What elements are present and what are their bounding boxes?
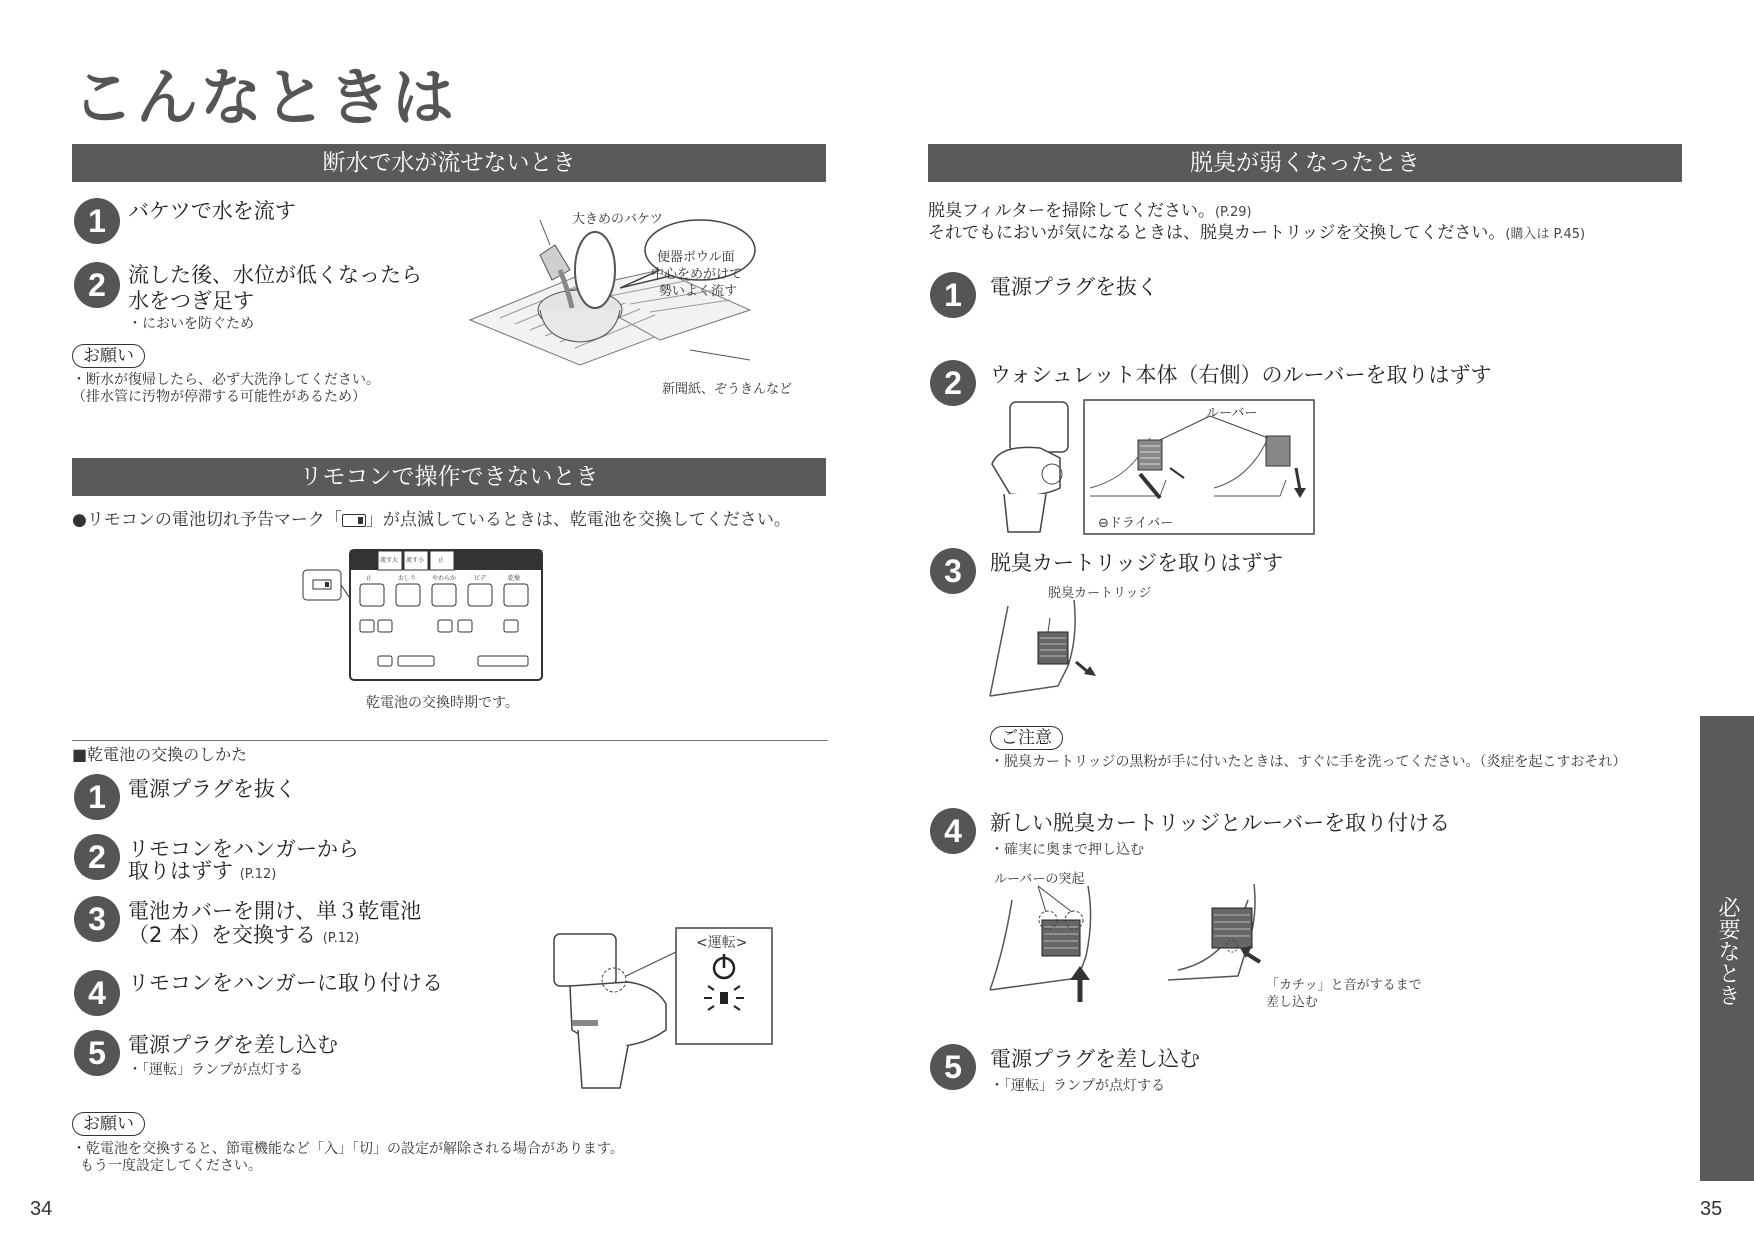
- battery-step-number-1: 1: [74, 774, 120, 820]
- deo-step5-note: ・「運転」ランプが点灯する: [990, 1078, 1165, 1094]
- caution-text-line2: （排水管に汚物が停滞する可能性があるため）: [72, 389, 366, 405]
- bubble-line3: 勢いよく流す: [659, 284, 738, 299]
- deo-step-number-2: 2: [930, 360, 976, 406]
- battery-step1: 電源プラグを抜く: [128, 777, 296, 801]
- deo-step4: 新しい脱臭カートリッジとルーバーを取り付ける: [990, 811, 1451, 835]
- battery-step-number-3: 3: [74, 896, 120, 942]
- deo-step-number-3: 3: [930, 548, 976, 594]
- battery-step2-line1: リモコンをハンガーから: [128, 837, 359, 861]
- side-tab: 必要なとき: [1700, 716, 1754, 1181]
- page-number-right: 35: [1700, 1198, 1723, 1220]
- remote-label-yawaraka: やわらか: [432, 575, 457, 582]
- remote-top-btn3: 止: [438, 557, 445, 564]
- section-header-deodorizer: 脱臭が弱くなったとき: [928, 144, 1682, 182]
- remote-top-btn1: 流す大: [380, 557, 399, 564]
- deodorizer-intro2-text: それでもにおいが気になるときは、脱臭カートリッジを交換してください。: [928, 223, 1506, 243]
- label-bucket: 大きめのバケツ: [572, 212, 663, 227]
- section-header-remote: リモコンで操作できないとき: [72, 458, 826, 496]
- step-refill-line2: 水をつぎ足す: [128, 289, 254, 313]
- remote-intro-before: ●リモコンの電池切れ予告マーク「: [72, 510, 342, 530]
- deo-step2: ウォシュレット本体（右側）のルーバーを取りはずす: [990, 363, 1492, 387]
- remote-label-oshiri: おしり: [398, 575, 417, 582]
- deo-step5: 電源プラグを差し込む: [990, 1047, 1200, 1071]
- label-cartridge: 脱臭カートリッジ: [1048, 586, 1152, 601]
- battery-step3-text: （2 本）を交換する: [128, 923, 317, 947]
- remote-label-kanso: 乾燥: [508, 575, 521, 582]
- section-header-water-outage: 断水で水が流せないとき: [72, 144, 826, 182]
- label-driver: ⊖ドライバー: [1098, 516, 1174, 531]
- battery-step3-line2: [128, 922, 359, 952]
- remote-control-illustration: [298, 548, 548, 688]
- caution2-line1: ・乾電池を交換すると、節電機能など「入」「切」の設定が解除される場合があります。: [72, 1141, 624, 1157]
- deo-step-number-4: 4: [930, 808, 976, 854]
- step-refill-line1: 流した後、水位が低くなったら: [128, 263, 422, 287]
- battery-step-number-5: 5: [74, 1030, 120, 1076]
- battery-step2-line2: [128, 858, 276, 888]
- caution-text-line1: ・断水が復帰したら、必ず大洗浄してください。: [72, 372, 380, 388]
- deo-step-number-1: 1: [930, 272, 976, 318]
- cartridge-removal-illustration: [988, 596, 1128, 706]
- remote-top-btn2: 流す小: [406, 557, 425, 564]
- battery-step2-text: 取りはずす: [128, 859, 233, 883]
- caution-tag-3: ご注意: [990, 726, 1063, 750]
- battery-step-number-4: 4: [74, 970, 120, 1016]
- remote-intro-after: 」が点滅しているときは、乾電池を交換してください。: [365, 510, 791, 530]
- step-refill-note: ・においを防ぐため: [128, 316, 254, 332]
- deodorizer-intro2-ref: (購入は P.45): [1505, 227, 1586, 242]
- battery-step3-ref: (P.12): [322, 931, 360, 946]
- page-number-left: 34: [30, 1198, 53, 1220]
- deodorizer-intro1-text: 脱臭フィルターを掃除してください。: [928, 201, 1215, 221]
- battery-step2-ref: (P.12): [239, 867, 277, 882]
- deo-caution-line1: ・脱臭カートリッジの黒粉が手に付いたときは、すぐに手を洗ってください。（炎症を起こすおそれ）: [990, 754, 1627, 770]
- remote-label-stop: 止: [366, 575, 373, 582]
- remote-caption: 乾電池の交換時期です。: [366, 695, 519, 711]
- step-bucket: バケツで水を流す: [128, 199, 296, 223]
- label-louver: ルーバー: [1206, 406, 1258, 421]
- label-click-line1: 「カチッ」と音がするまで: [1266, 978, 1422, 993]
- caution-tag: お願い: [72, 344, 145, 368]
- bucket-toilet-illustration: [460, 200, 800, 400]
- page-title: こんなときは: [72, 61, 457, 134]
- divider: [72, 740, 828, 741]
- battery-step4: リモコンをハンガーに取り付ける: [128, 971, 443, 995]
- deo-step3: 脱臭カートリッジを取りはずす: [990, 551, 1284, 575]
- cartridge-install-illustration: [988, 880, 1288, 1010]
- battery-subsection-title: ■乾電池の交換のしかた: [72, 745, 248, 764]
- battery-step5: 電源プラグを差し込む: [128, 1033, 338, 1057]
- caution2-line2: もう一度設定してください。: [80, 1158, 262, 1174]
- lamp-label: <運転>: [696, 935, 748, 951]
- bubble-line1: 便器ボウル面: [657, 250, 735, 265]
- step-number-1: 1: [74, 198, 120, 244]
- label-click-line2: 差し込む: [1266, 995, 1319, 1010]
- deodorizer-intro1-ref: (P.29): [1214, 205, 1252, 220]
- remote-label-bide: ビデ: [474, 575, 487, 582]
- deo-step-number-5: 5: [930, 1044, 976, 1090]
- label-protrusion: ルーバーの突起: [994, 872, 1085, 887]
- label-newspaper: 新聞紙、ぞうきんなど: [662, 382, 793, 397]
- remote-intro: [72, 512, 791, 529]
- deo-step4-note: ・確実に奥まで押し込む: [990, 842, 1144, 858]
- bubble-line2: 中心をめがけて: [651, 267, 743, 282]
- deodorizer-intro2: [928, 220, 1585, 248]
- caution-tag-2: お願い: [72, 1112, 145, 1136]
- deo-step1: 電源プラグを抜く: [990, 275, 1158, 299]
- battery-step3-line1: 電池カバーを開け、単３乾電池: [128, 899, 422, 923]
- battery-mark-icon: [342, 514, 366, 527]
- battery-step5-note: ・「運転」ランプが点灯する: [128, 1062, 303, 1078]
- step-number-2: 2: [74, 262, 120, 308]
- battery-step-number-2: 2: [74, 834, 120, 880]
